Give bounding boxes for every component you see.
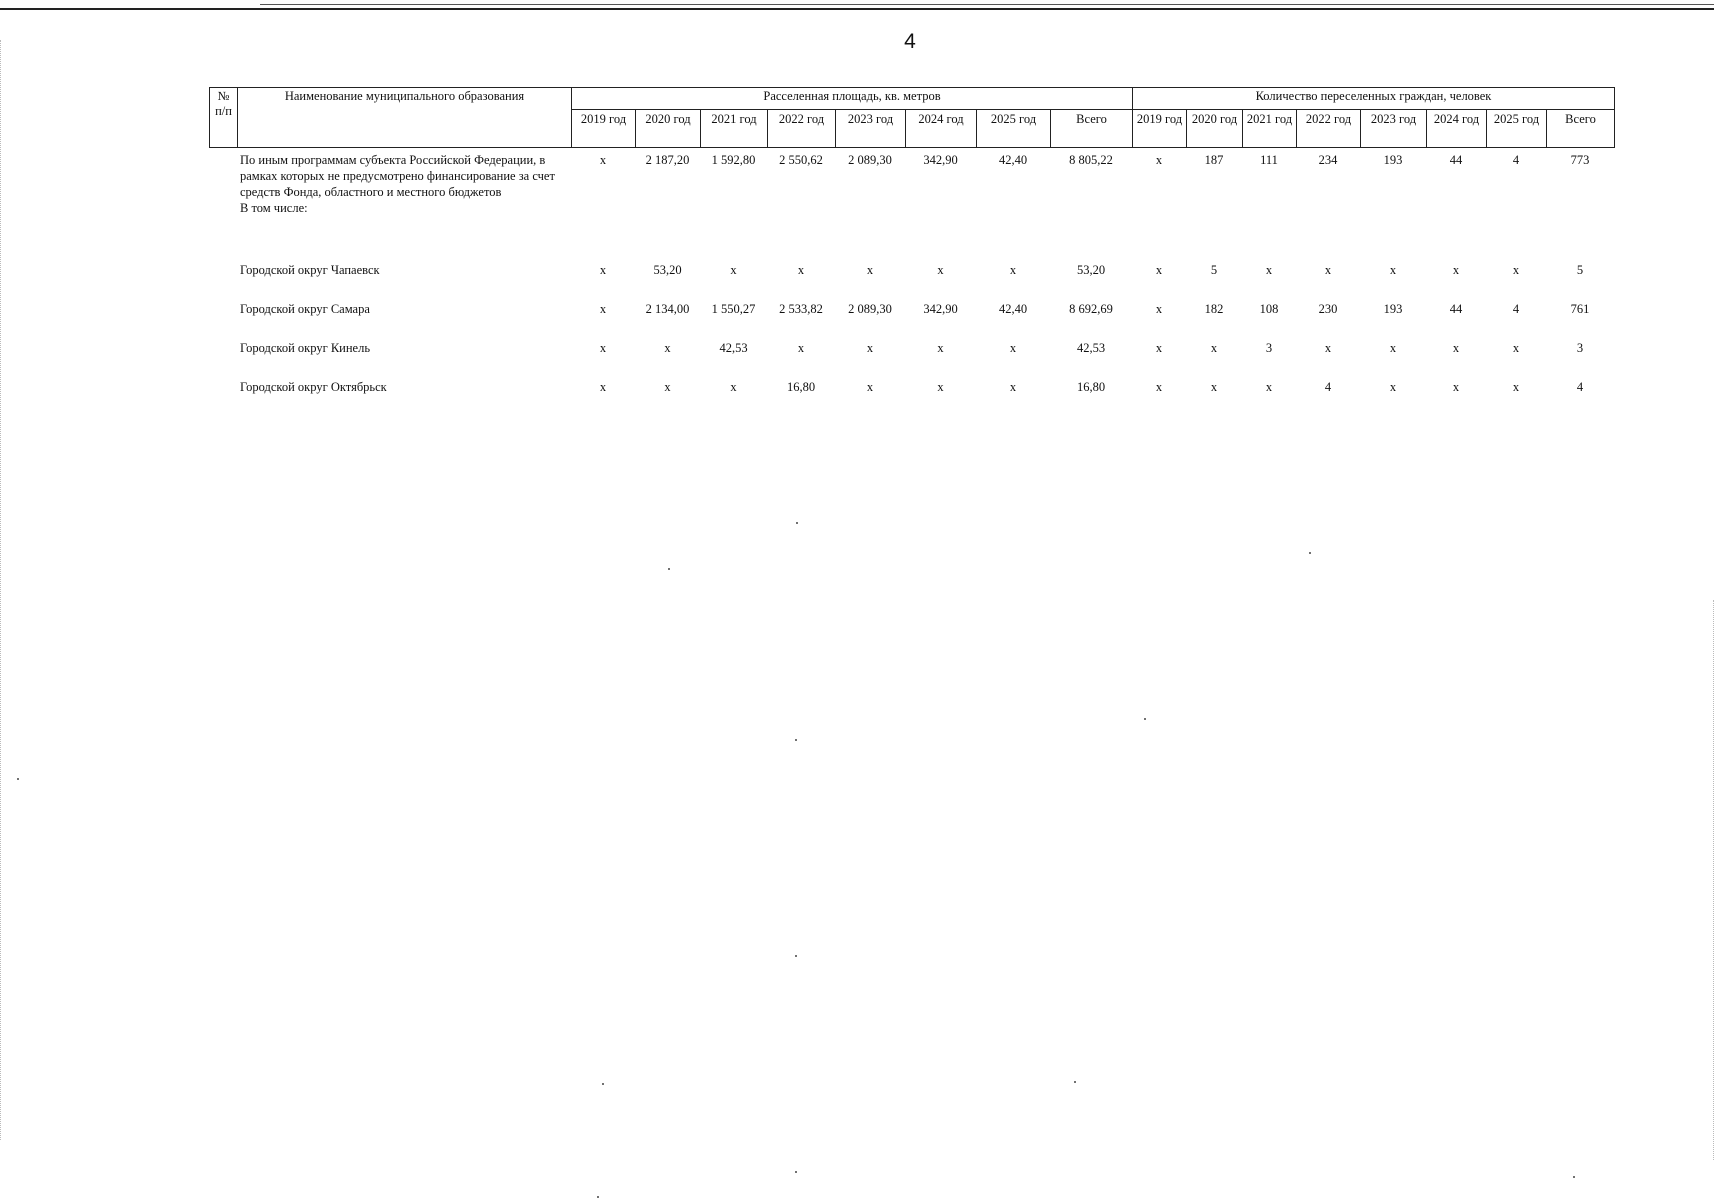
header-area-year: 2022 год	[768, 110, 836, 148]
header-area-year: 2020 год	[636, 110, 701, 148]
header-people-year: 2021 год	[1243, 110, 1297, 148]
area-cell: x	[1009, 380, 1017, 394]
left-scan-edge	[0, 40, 15, 1140]
people-cell: x	[1324, 263, 1332, 277]
header-area-year: 2025 год	[977, 110, 1051, 148]
area-cell: 2 089,30	[848, 153, 892, 167]
scan-speck	[796, 522, 798, 524]
row-sub-label: В том числе:	[240, 201, 308, 215]
area-total-cell: 8 805,22	[1069, 153, 1113, 167]
num-cell	[209, 152, 237, 242]
people-cell: 187	[1204, 153, 1224, 167]
area-cell: x	[1009, 263, 1017, 277]
area-cell: x	[866, 380, 874, 394]
people-cell: x	[1155, 153, 1163, 167]
area-cell: x	[797, 341, 805, 355]
people-cell: x	[1389, 341, 1397, 355]
area-total-cell: 42,53	[1076, 341, 1106, 355]
people-cell: x	[1210, 341, 1218, 355]
people-cell: x	[1155, 380, 1163, 394]
people-cell: x	[1512, 341, 1520, 355]
header-area-group: Расселенная площадь, кв. метров	[572, 88, 1133, 110]
row-name: Городской округ Чапаевск	[240, 263, 380, 277]
people-cell: 4	[1512, 302, 1520, 316]
scan-speck	[602, 1083, 604, 1085]
area-cell: x	[866, 341, 874, 355]
table-header	[209, 87, 1615, 148]
people-cell: 182	[1204, 302, 1224, 316]
area-cell: x	[730, 263, 737, 277]
row-name: Городской округ Октябрьск	[240, 380, 387, 394]
scan-speck	[17, 778, 19, 780]
scan-speck	[1309, 552, 1311, 554]
area-cell: x	[599, 302, 607, 316]
people-cell: x	[1452, 380, 1460, 394]
people-total-cell: 3	[1576, 341, 1584, 355]
table-body	[209, 152, 1614, 418]
people-cell: 230	[1318, 302, 1338, 316]
area-cell: 342,90	[923, 153, 958, 167]
area-cell: 2 089,30	[848, 302, 892, 316]
people-cell: 4	[1512, 153, 1520, 167]
header-people-year: 2019 год	[1133, 110, 1187, 148]
header-people-year: 2025 год	[1487, 110, 1547, 148]
area-cell: 42,40	[998, 302, 1028, 316]
people-total-cell: 773	[1570, 153, 1590, 167]
name-cell	[237, 152, 571, 242]
people-cell: 234	[1318, 153, 1338, 167]
num-cell	[209, 340, 237, 379]
table-row	[209, 340, 1614, 379]
area-cell: x	[866, 263, 874, 277]
area-cell: x	[599, 153, 607, 167]
area-cell: 53,20	[653, 263, 682, 277]
people-cell: 44	[1449, 302, 1463, 316]
area-total-cell: 16,80	[1076, 380, 1106, 394]
row-name: Городской округ Кинель	[240, 341, 371, 355]
page-number: 4	[904, 30, 916, 53]
scan-speck	[795, 955, 797, 957]
area-cell: x	[599, 263, 607, 277]
area-cell: x	[664, 341, 671, 355]
header-area-total: Всего	[1051, 110, 1133, 148]
area-total-cell: 53,20	[1076, 263, 1106, 277]
area-cell: x	[730, 380, 737, 394]
people-cell: x	[1389, 380, 1397, 394]
area-cell: 1 592,80	[711, 153, 756, 167]
scan-speck	[597, 1196, 599, 1198]
people-total-cell: 4	[1576, 380, 1584, 394]
people-total-cell: 761	[1570, 302, 1590, 316]
people-cell: x	[1155, 263, 1163, 277]
area-cell: 2 550,62	[779, 153, 823, 167]
table-row	[209, 262, 1614, 301]
area-cell: x	[937, 380, 944, 394]
area-total-cell: 8 692,69	[1069, 302, 1113, 316]
people-cell: 5	[1210, 263, 1218, 277]
people-cell: 193	[1383, 153, 1403, 167]
people-cell: x	[1512, 263, 1520, 277]
people-cell: 111	[1260, 153, 1278, 167]
area-cell: 16,80	[786, 380, 816, 394]
header-num-col: № п/п	[210, 88, 238, 148]
header-area-year: 2024 год	[906, 110, 977, 148]
table-row	[209, 242, 1614, 262]
scan-speck	[795, 739, 797, 741]
header-area-year: 2021 год	[701, 110, 768, 148]
people-cell: x	[1452, 341, 1460, 355]
area-cell: x	[937, 341, 944, 355]
header-area-year: 2019 год	[572, 110, 636, 148]
area-cell: 2 187,20	[645, 153, 690, 167]
scan-speck	[1074, 1081, 1076, 1083]
header-people-total: Всего	[1547, 110, 1615, 148]
people-cell: x	[1155, 341, 1163, 355]
scan-speck	[668, 568, 670, 570]
people-cell: x	[1452, 263, 1460, 277]
area-cell: x	[1009, 341, 1017, 355]
people-cell: x	[1512, 380, 1520, 394]
people-cell: 193	[1383, 302, 1403, 316]
table-row	[209, 152, 1614, 242]
row-name: По иным программам субъекта Российской Федерации, в рамках которых не предусмотрено финансирование за счет средств Фонда, областного и местного бюджетов	[240, 153, 555, 199]
header-people-year: 2023 год	[1361, 110, 1427, 148]
table-row	[209, 301, 1614, 340]
area-cell: x	[664, 380, 671, 394]
people-cell: 44	[1449, 153, 1463, 167]
table-row	[209, 379, 1614, 418]
scan-speck	[795, 1171, 797, 1173]
people-cell: x	[1324, 341, 1332, 355]
header-name-col: Наименование муниципального образования	[238, 88, 572, 148]
area-cell: x	[937, 263, 944, 277]
people-cell: 108	[1259, 302, 1279, 316]
area-cell: 42,40	[998, 153, 1028, 167]
row-name: Городской округ Самара	[240, 302, 370, 316]
num-cell	[209, 262, 237, 301]
header-people-year: 2020 год	[1187, 110, 1243, 148]
area-cell: 2 533,82	[779, 302, 823, 316]
people-cell: 4	[1324, 380, 1332, 394]
area-cell: x	[599, 341, 607, 355]
area-cell: 2 134,00	[645, 302, 690, 316]
header-people-year: 2024 год	[1427, 110, 1487, 148]
scan-speck	[1144, 718, 1146, 720]
people-cell: x	[1265, 380, 1273, 394]
area-cell: 342,90	[923, 302, 958, 316]
row-spacer	[209, 242, 1614, 262]
area-cell: x	[797, 263, 805, 277]
top-scan-rule-thin	[260, 4, 1714, 5]
header-area-year: 2023 год	[836, 110, 906, 148]
header-people-year: 2022 год	[1297, 110, 1361, 148]
header-people-group: Количество переселенных граждан, человек	[1133, 88, 1615, 110]
area-cell: 1 550,27	[711, 302, 756, 316]
people-cell: 3	[1265, 341, 1273, 355]
top-scan-rule	[0, 8, 1714, 10]
scan-speck	[1573, 1176, 1575, 1178]
people-cell: x	[1155, 302, 1163, 316]
people-cell: x	[1210, 380, 1218, 394]
people-cell: x	[1265, 263, 1273, 277]
right-scan-edge	[1707, 600, 1714, 1160]
people-cell: x	[1389, 263, 1397, 277]
people-total-cell: 5	[1576, 263, 1584, 277]
num-cell	[209, 301, 237, 340]
area-cell: 42,53	[719, 341, 748, 355]
num-cell	[209, 379, 237, 418]
area-cell: x	[599, 380, 607, 394]
